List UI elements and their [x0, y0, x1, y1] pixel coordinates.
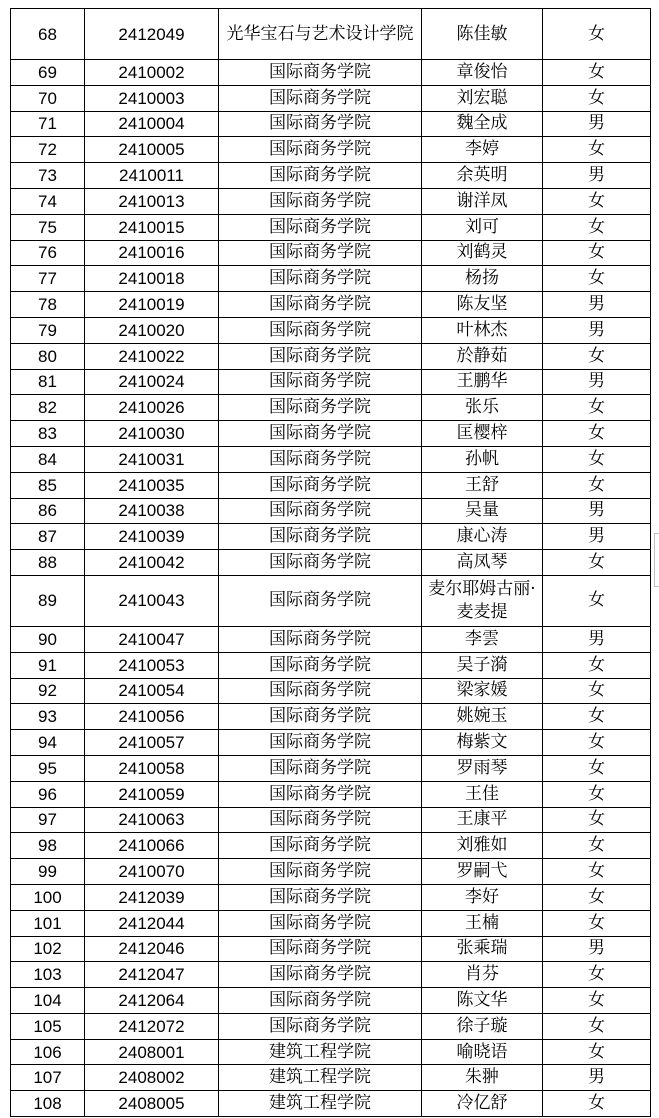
cell-college: 国际商务学院	[219, 859, 422, 885]
cell-gender: 女	[543, 884, 651, 910]
cell-student-id: 2410030	[85, 421, 219, 447]
cell-college: 国际商务学院	[219, 678, 422, 704]
cell-number: 96	[11, 781, 85, 807]
table-row	[11, 421, 651, 447]
cell-student-id: 2412072	[85, 1013, 219, 1039]
cell-student-id: 2410018	[85, 266, 219, 292]
cell-name: 梁家媛	[422, 678, 543, 704]
cell-college: 国际商务学院	[219, 111, 422, 137]
cell-name: 刘可	[422, 214, 543, 240]
cell-gender: 男	[543, 369, 651, 395]
cell-college: 建筑工程学院	[219, 1065, 422, 1091]
cell-name: 罗嗣弋	[422, 859, 543, 885]
cell-name: 康心涛	[422, 524, 543, 550]
cell-student-id: 2410035	[85, 472, 219, 498]
cell-number: 73	[11, 163, 85, 189]
cell-student-id: 2412047	[85, 962, 219, 988]
cell-number: 86	[11, 498, 85, 524]
table-row	[11, 1091, 651, 1117]
cell-number: 106	[11, 1039, 85, 1065]
cell-gender: 女	[543, 652, 651, 678]
cell-college: 国际商务学院	[219, 652, 422, 678]
cell-student-id: 2410042	[85, 550, 219, 576]
table-row	[11, 833, 651, 859]
cell-gender: 女	[543, 240, 651, 266]
cell-number: 79	[11, 317, 85, 343]
table-row	[11, 550, 651, 576]
cell-gender: 女	[543, 343, 651, 369]
cell-name: 王鹏华	[422, 369, 543, 395]
student-list-table	[10, 8, 651, 1117]
cell-number: 85	[11, 472, 85, 498]
cell-student-id: 2410058	[85, 755, 219, 781]
table-row	[11, 936, 651, 962]
cell-gender: 女	[543, 85, 651, 111]
table-row	[11, 781, 651, 807]
cell-gender: 女	[543, 137, 651, 163]
cell-gender: 女	[543, 421, 651, 447]
cell-gender: 女	[543, 188, 651, 214]
cell-number: 71	[11, 111, 85, 137]
cell-name: 麦尔耶姆古丽·麦麦提	[422, 575, 543, 626]
cell-college: 国际商务学院	[219, 369, 422, 395]
cell-gender: 女	[543, 9, 651, 60]
table-row	[11, 730, 651, 756]
cell-college: 国际商务学院	[219, 395, 422, 421]
cell-name: 刘宏聪	[422, 85, 543, 111]
cell-gender: 女	[543, 730, 651, 756]
cell-college: 国际商务学院	[219, 292, 422, 318]
cell-name: 肖芬	[422, 962, 543, 988]
cell-number: 70	[11, 85, 85, 111]
table-row	[11, 240, 651, 266]
table-row	[11, 395, 651, 421]
cell-college: 建筑工程学院	[219, 1039, 422, 1065]
cell-number: 102	[11, 936, 85, 962]
cell-gender: 女	[543, 910, 651, 936]
cell-name: 谢洋凤	[422, 188, 543, 214]
table-row	[11, 575, 651, 626]
cell-student-id: 2410047	[85, 626, 219, 652]
cell-student-id: 2410016	[85, 240, 219, 266]
cell-gender: 女	[543, 446, 651, 472]
cell-college: 国际商务学院	[219, 910, 422, 936]
cell-college: 国际商务学院	[219, 962, 422, 988]
cell-gender: 男	[543, 626, 651, 652]
cell-college: 国际商务学院	[219, 343, 422, 369]
cell-student-id: 2410022	[85, 343, 219, 369]
table-row	[11, 446, 651, 472]
cell-number: 104	[11, 988, 85, 1014]
cell-college: 国际商务学院	[219, 575, 422, 626]
cell-student-id: 2412049	[85, 9, 219, 60]
cell-student-id: 2410063	[85, 807, 219, 833]
cell-name: 王舒	[422, 472, 543, 498]
cell-student-id: 2410059	[85, 781, 219, 807]
cell-student-id: 2410015	[85, 214, 219, 240]
cell-gender: 女	[543, 755, 651, 781]
table-row	[11, 988, 651, 1014]
cell-college: 国际商务学院	[219, 1013, 422, 1039]
cell-student-id: 2410066	[85, 833, 219, 859]
table-row	[11, 472, 651, 498]
table-row	[11, 137, 651, 163]
cell-student-id: 2410057	[85, 730, 219, 756]
cell-name: 陈佳敏	[422, 9, 543, 60]
cell-gender: 女	[543, 575, 651, 626]
cell-number: 94	[11, 730, 85, 756]
cell-gender: 男	[543, 317, 651, 343]
cell-name: 王佳	[422, 781, 543, 807]
cell-number: 75	[11, 214, 85, 240]
cell-gender: 女	[543, 833, 651, 859]
cell-student-id: 2412044	[85, 910, 219, 936]
cell-college: 国际商务学院	[219, 498, 422, 524]
cell-number: 84	[11, 446, 85, 472]
cell-student-id: 2412046	[85, 936, 219, 962]
table-row	[11, 343, 651, 369]
table-row	[11, 85, 651, 111]
cell-student-id: 2410054	[85, 678, 219, 704]
cell-gender: 女	[543, 60, 651, 86]
table-row	[11, 1039, 651, 1065]
cell-number: 97	[11, 807, 85, 833]
cell-college: 国际商务学院	[219, 60, 422, 86]
cell-number: 68	[11, 9, 85, 60]
cell-name: 徐子璇	[422, 1013, 543, 1039]
cell-gender: 女	[543, 678, 651, 704]
cell-name: 匡樱梓	[422, 421, 543, 447]
cell-student-id: 2410002	[85, 60, 219, 86]
cell-college: 国际商务学院	[219, 266, 422, 292]
cell-number: 90	[11, 626, 85, 652]
table-row	[11, 1013, 651, 1039]
cell-student-id: 2408005	[85, 1091, 219, 1117]
cell-gender: 女	[543, 395, 651, 421]
cell-gender: 男	[543, 1065, 651, 1091]
cell-name: 刘鹤灵	[422, 240, 543, 266]
table-row	[11, 60, 651, 86]
cell-name: 刘雅如	[422, 833, 543, 859]
cell-number: 74	[11, 188, 85, 214]
cell-name: 魏全成	[422, 111, 543, 137]
cell-student-id: 2410024	[85, 369, 219, 395]
table-row	[11, 807, 651, 833]
table-row	[11, 214, 651, 240]
cell-number: 105	[11, 1013, 85, 1039]
table-row	[11, 962, 651, 988]
cell-student-id: 2410003	[85, 85, 219, 111]
cell-number: 107	[11, 1065, 85, 1091]
cell-name: 李好	[422, 884, 543, 910]
cell-number: 98	[11, 833, 85, 859]
cell-name: 姚婉玉	[422, 704, 543, 730]
cell-gender: 女	[543, 781, 651, 807]
table-row	[11, 704, 651, 730]
cell-student-id: 2408001	[85, 1039, 219, 1065]
cell-name: 余英明	[422, 163, 543, 189]
cell-gender: 男	[543, 936, 651, 962]
cell-name: 李雲	[422, 626, 543, 652]
cell-name: 王楠	[422, 910, 543, 936]
table-row	[11, 292, 651, 318]
cell-college: 国际商务学院	[219, 988, 422, 1014]
cell-gender: 女	[543, 214, 651, 240]
cell-college: 国际商务学院	[219, 85, 422, 111]
cell-student-id: 2412064	[85, 988, 219, 1014]
cell-name: 杨扬	[422, 266, 543, 292]
cell-number: 92	[11, 678, 85, 704]
table-row	[11, 369, 651, 395]
table-row	[11, 498, 651, 524]
cell-gender: 男	[543, 524, 651, 550]
cell-name: 李婷	[422, 137, 543, 163]
table-row	[11, 266, 651, 292]
table-row	[11, 652, 651, 678]
table-body	[11, 9, 651, 1117]
cell-number: 88	[11, 550, 85, 576]
cell-gender: 女	[543, 266, 651, 292]
cell-college: 国际商务学院	[219, 240, 422, 266]
cell-college: 国际商务学院	[219, 524, 422, 550]
cell-number: 99	[11, 859, 85, 885]
cell-gender: 男	[543, 111, 651, 137]
cell-college: 国际商务学院	[219, 936, 422, 962]
scroll-edge-marker	[654, 533, 659, 587]
cell-number: 91	[11, 652, 85, 678]
cell-number: 80	[11, 343, 85, 369]
cell-gender: 男	[543, 498, 651, 524]
cell-college: 国际商务学院	[219, 163, 422, 189]
cell-student-id: 2410026	[85, 395, 219, 421]
cell-name: 朱翀	[422, 1065, 543, 1091]
cell-college: 国际商务学院	[219, 781, 422, 807]
table-row	[11, 884, 651, 910]
cell-college: 国际商务学院	[219, 730, 422, 756]
cell-number: 78	[11, 292, 85, 318]
cell-number: 100	[11, 884, 85, 910]
cell-name: 吴量	[422, 498, 543, 524]
cell-college: 国际商务学院	[219, 550, 422, 576]
cell-number: 81	[11, 369, 85, 395]
table-row	[11, 626, 651, 652]
table-row	[11, 755, 651, 781]
cell-college: 国际商务学院	[219, 188, 422, 214]
table-row	[11, 317, 651, 343]
cell-name: 冷亿舒	[422, 1091, 543, 1117]
table-row	[11, 678, 651, 704]
cell-name: 张乘瑞	[422, 936, 543, 962]
cell-college: 国际商务学院	[219, 704, 422, 730]
cell-college: 国际商务学院	[219, 833, 422, 859]
table-row	[11, 859, 651, 885]
cell-college: 国际商务学院	[219, 137, 422, 163]
cell-number: 82	[11, 395, 85, 421]
cell-gender: 女	[543, 1091, 651, 1117]
cell-name: 喻晓语	[422, 1039, 543, 1065]
cell-gender: 女	[543, 962, 651, 988]
cell-gender: 女	[543, 704, 651, 730]
cell-name: 章俊怡	[422, 60, 543, 86]
cell-student-id: 2410031	[85, 446, 219, 472]
cell-student-id: 2410070	[85, 859, 219, 885]
cell-number: 108	[11, 1091, 85, 1117]
cell-name: 吴子漪	[422, 652, 543, 678]
table-row	[11, 524, 651, 550]
cell-college: 国际商务学院	[219, 807, 422, 833]
cell-number: 77	[11, 266, 85, 292]
cell-number: 83	[11, 421, 85, 447]
cell-number: 103	[11, 962, 85, 988]
cell-college: 国际商务学院	[219, 317, 422, 343]
cell-gender: 女	[543, 1013, 651, 1039]
cell-name: 陈文华	[422, 988, 543, 1014]
cell-student-id: 2412039	[85, 884, 219, 910]
cell-number: 69	[11, 60, 85, 86]
cell-number: 72	[11, 137, 85, 163]
cell-college: 建筑工程学院	[219, 1091, 422, 1117]
cell-name: 王康平	[422, 807, 543, 833]
cell-student-id: 2410005	[85, 137, 219, 163]
cell-name: 孙帆	[422, 446, 543, 472]
cell-college: 国际商务学院	[219, 626, 422, 652]
cell-gender: 女	[543, 472, 651, 498]
cell-student-id: 2410020	[85, 317, 219, 343]
cell-student-id: 2410004	[85, 111, 219, 137]
cell-college: 国际商务学院	[219, 214, 422, 240]
cell-college: 国际商务学院	[219, 421, 422, 447]
cell-name: 高凤琴	[422, 550, 543, 576]
cell-gender: 女	[543, 550, 651, 576]
cell-college: 国际商务学院	[219, 884, 422, 910]
cell-college: 国际商务学院	[219, 446, 422, 472]
cell-student-id: 2410056	[85, 704, 219, 730]
cell-number: 93	[11, 704, 85, 730]
cell-student-id: 2410053	[85, 652, 219, 678]
cell-college: 国际商务学院	[219, 755, 422, 781]
cell-number: 95	[11, 755, 85, 781]
cell-student-id: 2410011	[85, 163, 219, 189]
cell-number: 89	[11, 575, 85, 626]
cell-name: 於静茹	[422, 343, 543, 369]
cell-student-id: 2410039	[85, 524, 219, 550]
cell-student-id: 2410013	[85, 188, 219, 214]
table-row	[11, 910, 651, 936]
cell-number: 101	[11, 910, 85, 936]
cell-name: 罗雨琴	[422, 755, 543, 781]
cell-name: 梅紫文	[422, 730, 543, 756]
cell-student-id: 2410038	[85, 498, 219, 524]
cell-name: 陈友坚	[422, 292, 543, 318]
table-row	[11, 111, 651, 137]
cell-name: 叶林杰	[422, 317, 543, 343]
cell-college: 光华宝石与艺术设计学院	[219, 9, 422, 60]
cell-number: 87	[11, 524, 85, 550]
cell-student-id: 2410043	[85, 575, 219, 626]
cell-gender: 女	[543, 988, 651, 1014]
cell-college: 国际商务学院	[219, 472, 422, 498]
cell-gender: 女	[543, 1039, 651, 1065]
table-row	[11, 9, 651, 60]
cell-gender: 女	[543, 807, 651, 833]
cell-student-id: 2408002	[85, 1065, 219, 1091]
cell-gender: 男	[543, 292, 651, 318]
table-row	[11, 188, 651, 214]
cell-student-id: 2410019	[85, 292, 219, 318]
table-row	[11, 163, 651, 189]
table-row	[11, 1065, 651, 1091]
cell-gender: 女	[543, 859, 651, 885]
cell-name: 张乐	[422, 395, 543, 421]
cell-gender: 男	[543, 163, 651, 189]
cell-number: 76	[11, 240, 85, 266]
